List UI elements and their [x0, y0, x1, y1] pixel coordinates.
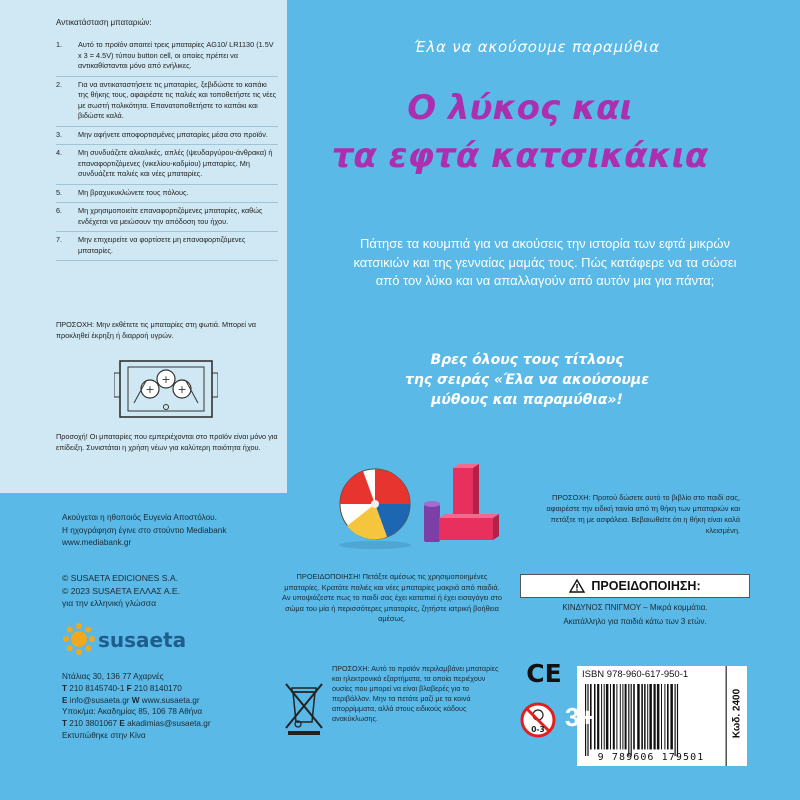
- battery-step: 5. Μη βραχυκυκλώνετε τους πόλους.: [56, 188, 278, 204]
- svg-text:+: +: [145, 383, 155, 396]
- barcode-bar: [657, 684, 660, 749]
- age-label: 3+: [565, 702, 595, 732]
- series-name: Έλα να ακούσουμε παραμύθια: [414, 38, 660, 56]
- book-description: Πάτησε τα κουμπιά για να ακούσεις την ιστορία των εφτά μικρών κατσικιών και της γενναίας μαμάς τους. Πώς κατάφερε να τα σώσει από τον λύκο και να απαλλαγούν από αυτόν μια για πάντα;: [353, 236, 737, 288]
- barcode-bar: [613, 684, 615, 749]
- svg-text:+: +: [177, 383, 187, 396]
- barcode-bar: [677, 684, 678, 756]
- barcode-bar: [625, 684, 627, 749]
- isbn-label: ISBN 978-960-617-950-1: [582, 669, 689, 680]
- barcode-bar: [631, 684, 632, 756]
- battery-step: 7. Μην επιχειρείτε να φορτίσετε μη επαναφορτιζόμενες μπαταρίες.: [56, 235, 278, 261]
- hazard-age-line: Ακατάλληλο για παιδιά κάτω των 3 ετών.: [563, 617, 707, 626]
- battery-step: 6. Μη χρησιμοποιείτε επαναφορτιζόμενες μπαταρίες, καθώς ενδέχεται να μειώσουν την απόδοση του ήχου.: [56, 206, 278, 232]
- barcode-bar: [670, 684, 673, 749]
- age-icon-text: 0-3: [531, 725, 545, 734]
- battery-compartment-diagram: [114, 343, 218, 427]
- battery-step: 4. Μη συνδυάζετε αλκαλικές, απλές (ψευδαργύρου-άνθρακα) ή επαναφορτιζόμενες (νικελίου-καδμίου) μπαταρίες. Μη συνδυάζετε παλιές και νέες μπαταρίες.: [56, 148, 278, 185]
- logo-wordmark: susaeta: [98, 628, 187, 652]
- barcode-bar: [649, 684, 652, 749]
- susaeta-logo: [62, 620, 192, 660]
- series-callout: Βρες όλους τους τίτλους της σειράς «Έλα να ακούσουμε μύθους και παραμύθια»!: [404, 352, 650, 408]
- hazard-line: ΚΙΝΔΥΝΟΣ ΠΝΙΓΜΟΥ – Μικρά κομμάτια.: [562, 603, 708, 612]
- barcode-bar: [664, 684, 665, 749]
- barcode-bar: [610, 684, 611, 749]
- barcode-bar: [661, 684, 662, 749]
- barcode-bar: [644, 684, 646, 749]
- hazard-heading-bar: [520, 574, 750, 598]
- barcode-bar: [616, 684, 617, 749]
- battery-swallow-warning: ΠΡΟΕΙΔΟΠΟΙΗΣΗ! Πετάξτε αμέσως τις χρησιμοποιημένες μπαταρίες. Κρατάτε παλιές και νέες μπαταρίες μακριά από παιδιά. Αν υποψιάζεστε πως το παιδί σας έχει καταπιεί ή έχει εισαγάγει στο σώμα του μία ή περισσότερες μπαταρίες, ζητήστε ιατρική βοήθεια αμέσως.: [282, 572, 502, 623]
- demo-battery-note: Προσοχή! Οι μπαταρίες που εμπεριέχονται στο προϊόν είναι μόνο για επίδειξη. Συνιστάται η χρήση νέων για καλύτερη ποιότητα ήχου.: [56, 432, 278, 452]
- fire-warning: ΠΡΟΣΟΧΗ: Μην εκθέτετε τις μπαταρίες στη φωτιά. Μπορεί να προκληθεί έκρηξη ή διαρροή υγρών.: [56, 320, 256, 340]
- barcode-bar: [597, 684, 599, 749]
- toys-illustration: [335, 460, 515, 550]
- barcode: [583, 684, 719, 756]
- ce-mark-icon: [521, 660, 567, 686]
- credits: [62, 512, 292, 550]
- barcode-bar: [604, 684, 605, 749]
- tape-removal-warning: ΠΡΟΣΟΧΗ: Προτού δώσετε αυτό το βιβλίο στο παιδί σας, αφαιρέστε την ειδική ταινία από τη θήκη των μπαταριών και πετάξτε τη με ασφάλεια. Βεβαιωθείτε ότι η θήκη είναι καλά κλεισμένη.: [546, 493, 740, 535]
- battery-step: 2. Για να αντικαταστήσετε τις μπαταρίες, ξεβιδώστε το καπάκι της θήκης τους, αφαιρέστε τις παλιές και τοποθετήστε τις νέες με σωστή πολικότητα. Επανατοποθετήστε το καπάκι και βιδώστε καλά.: [56, 80, 278, 127]
- product-code-box: [726, 666, 747, 766]
- recording-credit: Η ηχογράφηση έγινε στο στούντιο Mediabank: [62, 525, 227, 535]
- battery-step: 1. Αυτό το προϊόν απαιτεί τρεις μπαταρίες AG10/ LR1130 (1.5V x 3 = 4.5V) τύπου button cell, οι οποίες πρέπει να αντικαθίστανται μόνο από ενήλικες.: [56, 40, 278, 77]
- battery-replacement-title: Αντικατάσταση μπαταριών:: [56, 18, 152, 27]
- publisher-info: Ντάλιας 30, 136 77 Αχαρνές T 210 8145740-1 F 210 8140170 E info@susaeta.gr W www.susaeta.gr Υποκ/μα: Ακαδημίας 85, 106 78 Αθήνα T 210 3801067 E akadimias@susaeta.gr Εκτυπώθηκε στην Κίνα: [62, 672, 211, 740]
- isbn-digits: 9 789606 179501: [597, 752, 705, 763]
- svg-text:+: +: [161, 373, 171, 386]
- barcode-bar: [675, 684, 676, 756]
- battery-steps-list: [56, 40, 278, 264]
- studio-website: www.mediabank.gr: [62, 538, 132, 547]
- barcode-bar: [606, 684, 609, 749]
- choking-hazard-box: [520, 574, 750, 626]
- barcode-bar: [667, 684, 669, 749]
- battery-step: 3. Μην αφήνετε αποφορτισμένες μπαταρίες μέσα στο προϊόν.: [56, 130, 278, 146]
- isbn-barcode-box: [577, 666, 725, 766]
- copyright: © SUSAETA EDICIONES S.A. © 2023 SUSAETA ΕΛΛΑΣ Α.Ε. για την ελληνική γλώσσα: [62, 573, 181, 608]
- ce-mark: CE: [526, 660, 562, 686]
- barcode-bar: [601, 684, 602, 749]
- book-title: Ο λύκος και τα εφτά κατσικάκια: [331, 88, 709, 176]
- recycle-bin-icon: [282, 678, 326, 736]
- barcode-bar: [637, 684, 640, 749]
- voice-credit: Ακούγεται η ηθοποιός Ευγενία Αποστόλου.: [62, 513, 217, 522]
- hazard-heading: ΠΡΟΕΙΔΟΠΟΙΗΣΗ:: [591, 579, 701, 593]
- barcode-bar: [628, 684, 629, 756]
- barcode-bar: [641, 684, 643, 749]
- warning-triangle-icon: [569, 579, 585, 593]
- product-code: Κωδ. 2400: [731, 688, 743, 739]
- barcode-bar: [622, 684, 623, 749]
- barcode-bar: [654, 684, 656, 749]
- barcode-bar: [633, 684, 635, 749]
- weee-disposal-text: ΠΡΟΣΟΧΗ: Αυτό το προϊόν περιλαμβάνει μπαταρίες και ηλεκτρονικά εξαρτήματα, τα οποία περιέχουν ουσίες που μπορεί να είναι βλαβερές για το περιβάλλον. Μην τα πετάτε μαζί με τα κοινά απορρίμματα, αλλά στους ειδικούς κάδους ανακύκλωσης.: [332, 664, 499, 723]
- barcode-bar: [647, 684, 648, 749]
- barcode-bar: [620, 684, 621, 749]
- battery-info-panel: [0, 0, 287, 493]
- sun-icon: [62, 622, 96, 656]
- age-restriction-icon: [520, 702, 556, 738]
